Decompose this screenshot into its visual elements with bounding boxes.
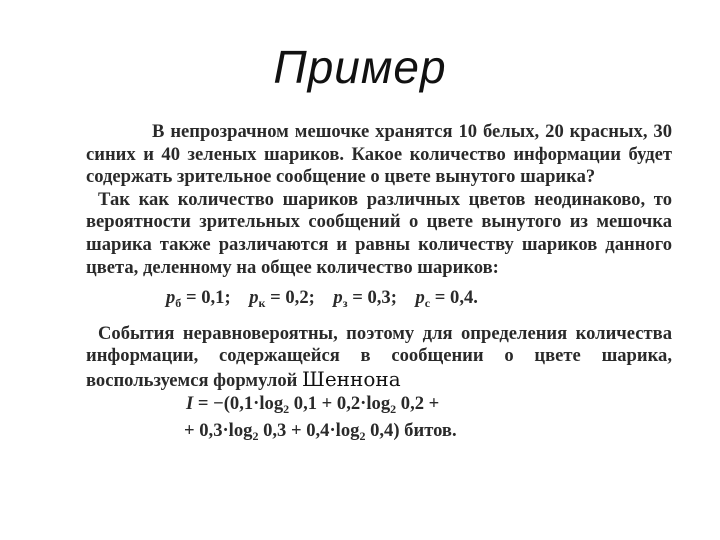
probability-white: $p_б = 0,1$; xyxy=(166,287,231,311)
explanation-paragraph: Так как количество шариков различных цветов неодинаково, то вероятности зрительных сообщений о цвете вынутого из мешочка шарика также различаются и равны количеству шариков данного цвета, деленному на общее количество шариков: xyxy=(86,188,672,278)
events-paragraph xyxy=(86,323,672,393)
formula-line-1: $I = -(0,1\cdot\log_2$ $0,1 + 0,2\cdot\log_2$ 0,2 + xyxy=(186,392,440,416)
probability-blue: $p_с = 0,4$. xyxy=(415,287,478,311)
problem-paragraph: В непрозрачном мешочке хранятся 10 белых, 20 красных, 30 синих и 40 зеленых шариков. Какое количество информации будет содержать зрительное сообщение о цвете вынутого шарика? xyxy=(86,121,672,188)
formula-line-2: + $0,3\cdot\log_2$ $0,3 + 0,4\cdot\log_2$ 0,4) битов. xyxy=(184,420,457,444)
events-text: События неравновероятны, поэтому для определения количества информации, содержащейся в сообщении о цвете шарика, воспользуемся формулой xyxy=(86,322,672,391)
textbook-excerpt xyxy=(86,121,672,448)
slide-title: Пример xyxy=(273,41,447,93)
probability-red: $p_к = 0,2$; xyxy=(249,287,315,311)
shannon-name: Шеннона xyxy=(302,366,401,391)
probabilities-line xyxy=(86,287,672,315)
probability-green: $p_з = 0,3$; xyxy=(333,287,397,311)
